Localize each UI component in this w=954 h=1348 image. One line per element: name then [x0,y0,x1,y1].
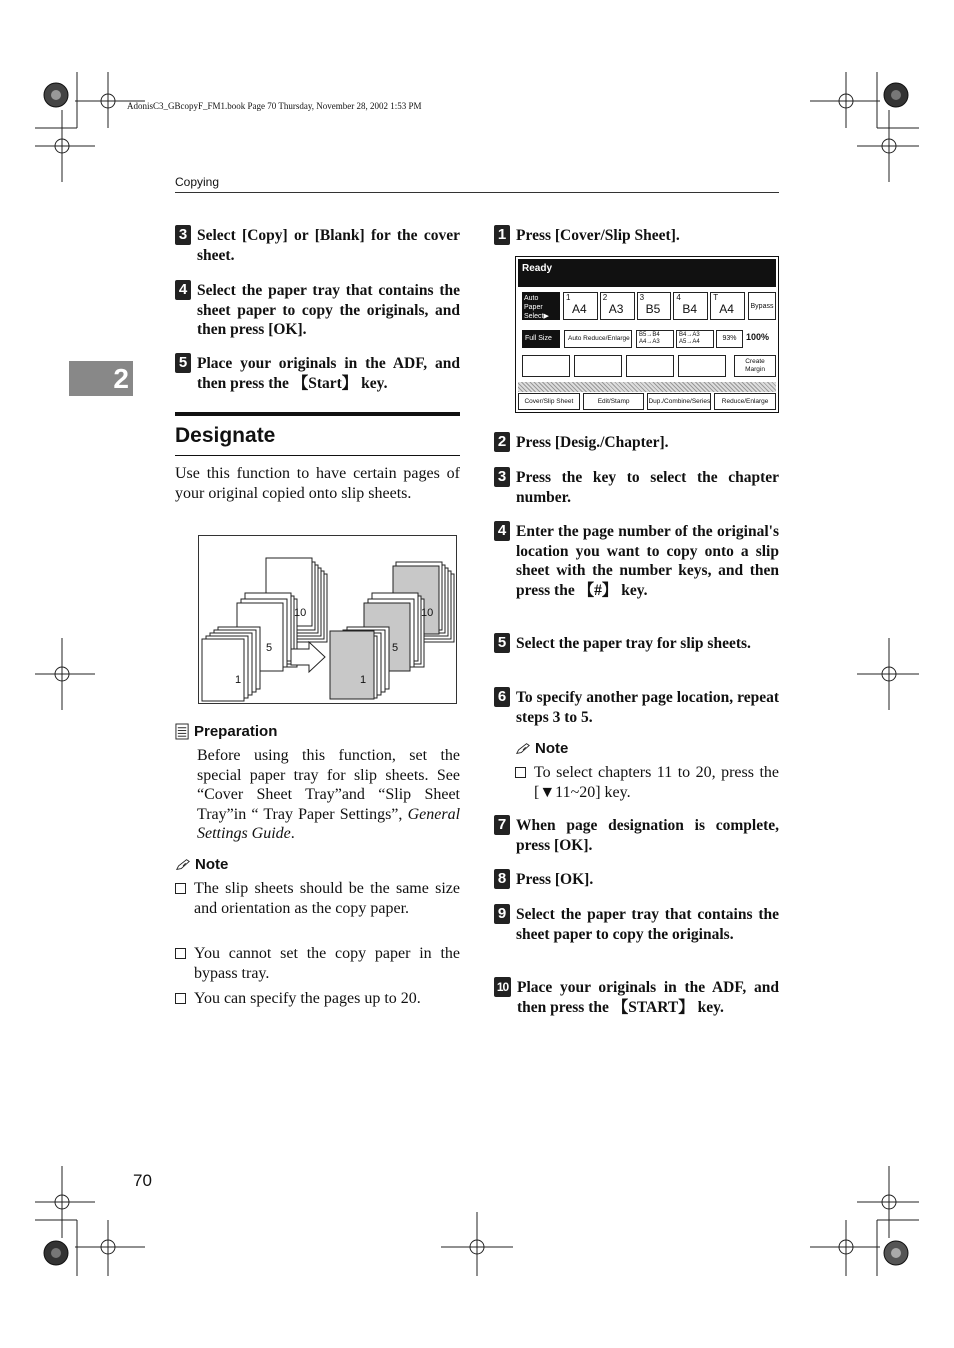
preparation-heading [175,723,277,740]
designate-heading: Designate [175,424,276,447]
step-text: Select the paper tray for slip sheets. [516,635,751,652]
step-number: 5 [494,633,510,653]
create-margin-button[interactable]: Create Margin [734,355,776,377]
checkbox-bullet-icon [175,883,186,894]
copier-control-panel [515,256,779,413]
note-label: Note [535,740,569,757]
checkbox-bullet-icon [175,948,186,959]
status-text: Ready [522,263,553,274]
stack-label: 1 [360,674,367,686]
right-step-4 [494,522,779,600]
step-text: To specify another page location, repeat steps 3 to 5. [516,689,779,726]
paper-tray-button[interactable]: 4 B4 [673,292,708,320]
step-number: 8 [494,869,510,889]
left-step-4 [175,281,460,340]
section-title: Copying [175,175,220,189]
step-number: 3 [175,225,191,245]
page-number: 70 [133,1171,152,1190]
step-number: 3 [494,467,510,487]
step-text: Select the paper tray that contains the sheet paper to copy the originals, and then press [OK]. [197,282,460,338]
note-label: Note [195,856,229,873]
chapter-tab: 2 [69,361,133,396]
tab-reduce-enlarge[interactable]: Reduce/Enlarge [714,393,776,410]
right-step-5 [494,634,779,654]
stack-label: 5 [392,642,399,654]
duplex-mode-button[interactable] [574,355,622,377]
note-item: You cannot set the copy paper in the bypass tray. [175,944,460,983]
step-text: Enter the page number of the original's location you want to copy onto a slip sheet with the number keys, and then press the 【#】 key. [516,523,779,599]
right-step-1 [494,226,779,246]
designate-intro: Use this function to have certain pages of your original copied onto slip sheets. [175,465,460,502]
guide-title: General Settings Guide [197,805,461,842]
status-bar [518,259,776,287]
note-item: You can specify the pages up to 20. [175,989,460,1009]
tab-cover-slip-sheet[interactable]: Cover/Slip Sheet [518,393,580,410]
step-number: 10 [494,977,511,997]
note-heading [515,740,568,757]
checklist-icon [175,723,190,740]
right-step-7 [494,816,779,855]
preparation-text: Before using this function, set the special paper tray for slip sheets. See “Cover Sheet Tray”and “Slip Sheet Tray”in “ Tray Paper Settings”, General Settings Guide. [197,747,461,842]
step-number: 2 [494,432,510,452]
series-mode-button[interactable] [678,355,726,377]
ratio-button[interactable]: 93% [716,330,743,348]
duplex-mode-button[interactable] [522,355,570,377]
step-text: Select [Copy] or [Blank] for the cover sheet. [197,227,460,264]
step-number: 5 [175,353,191,373]
right-step-2 [494,433,779,453]
tab-dup-combine-series[interactable]: Dup./Combine/Series [647,393,711,410]
paper-tray-row [563,292,745,320]
step-number: 4 [175,280,191,300]
stack-label: 10 [294,607,307,619]
checkbox-bullet-icon [515,767,526,778]
step-text: Select the paper tray that contains the sheet paper to copy the originals. [516,906,779,943]
file-info: AdonisC3_GBcopyF_FM1.book Page 70 Thursday, November 28, 2002 1:53 PM [127,101,422,111]
step-text: When page designation is complete, press [OK]. [516,817,779,854]
tab-edit-stamp[interactable]: Edit/Stamp [583,393,645,410]
step-text: Press the key to select the chapter number. [516,469,779,506]
right-step-10 [494,978,779,1017]
combine-mode-button[interactable] [626,355,674,377]
full-size-button[interactable]: Full Size [522,330,560,348]
note-heading [175,856,228,873]
auto-reduce-enlarge-button[interactable]: Auto Reduce/Enlarge [564,330,632,348]
pencil-icon [175,858,191,872]
slip-sheet-illustration [198,535,457,704]
ratio-button[interactable]: B5→B4 A4→A3 [636,330,674,348]
preparation-label: Preparation [194,723,278,740]
pattern-band [518,382,776,392]
paper-tray-button[interactable]: 3 B5 [637,292,672,320]
paper-tray-button[interactable]: 2 A3 [600,292,635,320]
stack-label: 1 [235,674,242,686]
step-number: 1 [494,225,510,245]
step-number: 4 [494,521,510,541]
stack-label: 10 [421,607,434,619]
function-tabs [518,393,776,410]
checkbox-bullet-icon [175,993,186,1004]
right-step-9 [494,905,779,944]
note-item: To select chapters 11 to 20, press the [▼11~20] key. [515,763,779,802]
heading-rule-top [175,412,460,416]
heading-rule-bottom [175,455,460,456]
left-step-3 [175,226,460,265]
step-number: 6 [494,687,510,707]
header-rule [175,192,779,193]
step-text: Press [Cover/Slip Sheet]. [516,227,680,244]
step-text: Place your originals in the ADF, and then press the 【START】 key. [517,979,779,1016]
right-step-3 [494,468,779,507]
auto-paper-select-button[interactable]: Auto Paper Select▶ [522,292,560,320]
ratio-button[interactable]: B4→A3 A5→A4 [676,330,714,348]
step-text: Press [Desig./Chapter]. [516,434,669,451]
right-step-8 [494,870,779,890]
stack-label: 5 [266,642,273,654]
left-step-5 [175,354,460,393]
ratio-display: 100% [746,332,770,342]
right-step-6 [494,688,779,727]
step-number: 9 [494,904,510,924]
note-item: The slip sheets should be the same size and orientation as the copy paper. [175,879,460,918]
step-text: Place your originals in the ADF, and then press the 【Start】 key. [197,355,460,392]
paper-tray-button[interactable]: 1 A4 [563,292,598,320]
paper-tray-button[interactable]: T A4 [710,292,745,320]
bypass-button[interactable]: Bypass [748,292,776,320]
step-number: 7 [494,815,510,835]
pencil-icon [515,742,531,756]
step-text: Press [OK]. [516,871,594,888]
